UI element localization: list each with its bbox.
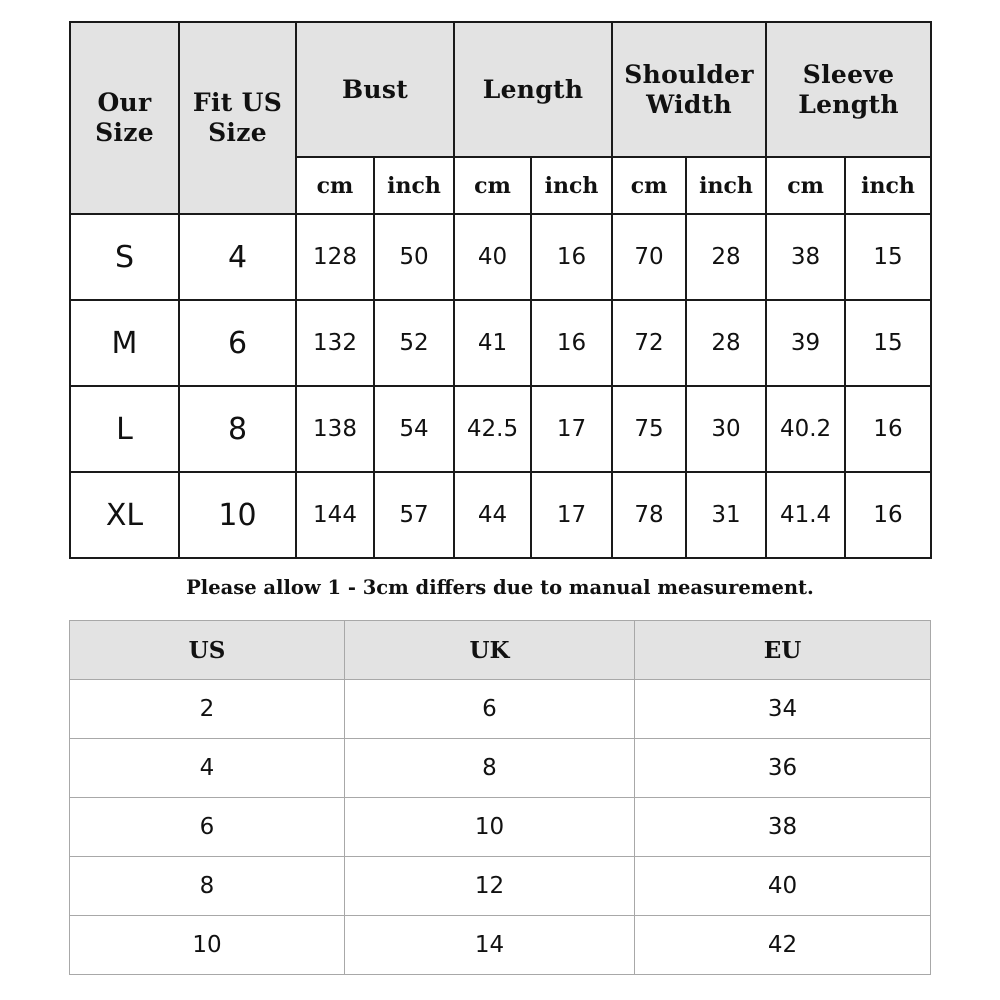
bust-cm-cell: 132 — [296, 300, 374, 386]
bust-inch-cell: 50 — [374, 214, 454, 300]
our-size-cell: M — [70, 300, 179, 386]
header-uk: UK — [345, 621, 635, 680]
unit-header: cm — [612, 157, 686, 214]
fit-us-cell: 6 — [179, 300, 296, 386]
our-size-cell: XL — [70, 472, 179, 558]
us-cell: 10 — [70, 916, 345, 975]
header-length: Length — [454, 22, 612, 157]
size-chart-header-row — [70, 22, 931, 157]
uk-cell: 8 — [345, 739, 635, 798]
us-cell: 2 — [70, 680, 345, 739]
sleeve-inch-cell: 15 — [845, 214, 931, 300]
sleeve-cm-cell: 39 — [766, 300, 845, 386]
sleeve-inch-cell: 15 — [845, 300, 931, 386]
bust-cm-cell: 128 — [296, 214, 374, 300]
header-eu: EU — [635, 621, 931, 680]
length-cm-cell: 42.5 — [454, 386, 531, 472]
sleeve-cm-cell: 41.4 — [766, 472, 845, 558]
conversion-row — [70, 916, 931, 975]
bust-inch-cell: 57 — [374, 472, 454, 558]
uk-cell: 14 — [345, 916, 635, 975]
size-chart-table — [69, 21, 932, 559]
bust-inch-cell: 52 — [374, 300, 454, 386]
length-inch-cell: 17 — [531, 386, 612, 472]
length-cm-cell: 40 — [454, 214, 531, 300]
header-shoulder-width: Shoulder Width — [612, 22, 766, 157]
bust-cm-cell: 144 — [296, 472, 374, 558]
sleeve-cm-cell: 40.2 — [766, 386, 845, 472]
uk-cell: 12 — [345, 857, 635, 916]
shoulder-inch-cell: 28 — [686, 300, 766, 386]
conversion-header-row — [70, 621, 931, 680]
fit-us-cell: 8 — [179, 386, 296, 472]
size-row-xl — [70, 472, 931, 558]
conversion-row — [70, 680, 931, 739]
header-sleeve-length: Sleeve Length — [766, 22, 931, 157]
header-our-size: Our Size — [70, 22, 179, 214]
unit-header: cm — [454, 157, 531, 214]
our-size-cell: L — [70, 386, 179, 472]
shoulder-cm-cell: 70 — [612, 214, 686, 300]
shoulder-inch-cell: 31 — [686, 472, 766, 558]
bust-inch-cell: 54 — [374, 386, 454, 472]
length-inch-cell: 16 — [531, 214, 612, 300]
shoulder-inch-cell: 28 — [686, 214, 766, 300]
sleeve-inch-cell: 16 — [845, 386, 931, 472]
length-inch-cell: 16 — [531, 300, 612, 386]
size-row-l — [70, 386, 931, 472]
fit-us-cell: 10 — [179, 472, 296, 558]
size-row-m — [70, 300, 931, 386]
sleeve-inch-cell: 16 — [845, 472, 931, 558]
unit-header: cm — [296, 157, 374, 214]
shoulder-inch-cell: 30 — [686, 386, 766, 472]
bust-cm-cell: 138 — [296, 386, 374, 472]
shoulder-cm-cell: 78 — [612, 472, 686, 558]
unit-header: inch — [374, 157, 454, 214]
conversion-row — [70, 798, 931, 857]
size-row-s — [70, 214, 931, 300]
us-cell: 4 — [70, 739, 345, 798]
eu-cell: 36 — [635, 739, 931, 798]
length-inch-cell: 17 — [531, 472, 612, 558]
fit-us-cell: 4 — [179, 214, 296, 300]
uk-cell: 10 — [345, 798, 635, 857]
unit-header: inch — [531, 157, 612, 214]
eu-cell: 42 — [635, 916, 931, 975]
us-cell: 8 — [70, 857, 345, 916]
us-cell: 6 — [70, 798, 345, 857]
uk-cell: 6 — [345, 680, 635, 739]
eu-cell: 38 — [635, 798, 931, 857]
unit-header: cm — [766, 157, 845, 214]
length-cm-cell: 41 — [454, 300, 531, 386]
unit-header: inch — [845, 157, 931, 214]
unit-header: inch — [686, 157, 766, 214]
header-us: US — [70, 621, 345, 680]
eu-cell: 34 — [635, 680, 931, 739]
size-conversion-table — [69, 620, 931, 975]
measurement-note: Please allow 1 - 3cm differs due to manual measurement. — [186, 576, 814, 599]
header-fit-us-size: Fit US Size — [179, 22, 296, 214]
our-size-cell: S — [70, 214, 179, 300]
conversion-row — [70, 857, 931, 916]
shoulder-cm-cell: 72 — [612, 300, 686, 386]
length-cm-cell: 44 — [454, 472, 531, 558]
conversion-row — [70, 739, 931, 798]
eu-cell: 40 — [635, 857, 931, 916]
header-bust: Bust — [296, 22, 454, 157]
shoulder-cm-cell: 75 — [612, 386, 686, 472]
sleeve-cm-cell: 38 — [766, 214, 845, 300]
